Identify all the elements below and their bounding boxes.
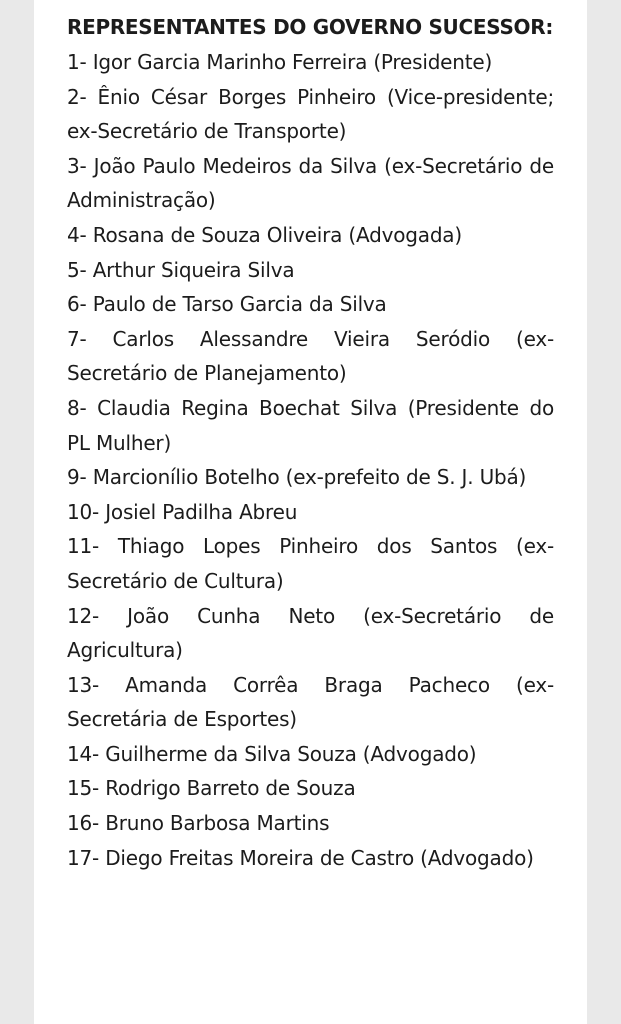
list-item: 9- Marcionílio Botelho (ex-prefeito de S. J. Ubá)	[67, 465, 527, 490]
list-item: 15- Rodrigo Barreto de Souza	[67, 776, 356, 801]
list-item: 12- João Cunha Neto (ex-Secretário de Agricultura)	[67, 603, 554, 663]
representatives-list	[67, 45, 554, 875]
list-item: 4- Rosana de Souza Oliveira (Advogada)	[67, 222, 462, 247]
list-item: 7- Carlos Alessandre Vieira Seródio (ex-Secretário de Planejamento)	[67, 326, 554, 386]
list-item: 14- Guilherme da Silva Souza (Advogado)	[67, 741, 477, 766]
list-item: 13- Amanda Corrêa Braga Pacheco (ex-Secretária de Esportes)	[67, 672, 554, 732]
list-item: 2- Ênio César Borges Pinheiro (Vice-presidente; ex-Secretário de Transporte)	[67, 84, 554, 144]
list-item: 6- Paulo de Tarso Garcia da Silva	[67, 292, 387, 317]
list-item: 5- Arthur Siqueira Silva	[67, 257, 295, 282]
list-item: 17- Diego Freitas Moreira de Castro (Advogado)	[67, 845, 534, 870]
list-item: 1- Igor Garcia Marinho Ferreira (Presidente)	[67, 50, 493, 74]
list-item: 11- Thiago Lopes Pinheiro dos Santos (ex-Secretário de Cultura)	[67, 534, 554, 593]
list-item: 10- Josiel Padilha Abreu	[67, 499, 298, 524]
list-item: 8- Claudia Regina Boechat Silva (Presidente do PL Mulher)	[67, 395, 554, 455]
list-item: 16- Bruno Barbosa Martins	[67, 811, 330, 836]
document-page	[34, 0, 587, 1024]
document-content	[67, 10, 554, 875]
section-heading: REPRESENTANTES DO GOVERNO SUCESSOR:	[67, 15, 554, 39]
list-item: 3- João Paulo Medeiros da Silva (ex-Secretário de Administração)	[67, 153, 554, 213]
